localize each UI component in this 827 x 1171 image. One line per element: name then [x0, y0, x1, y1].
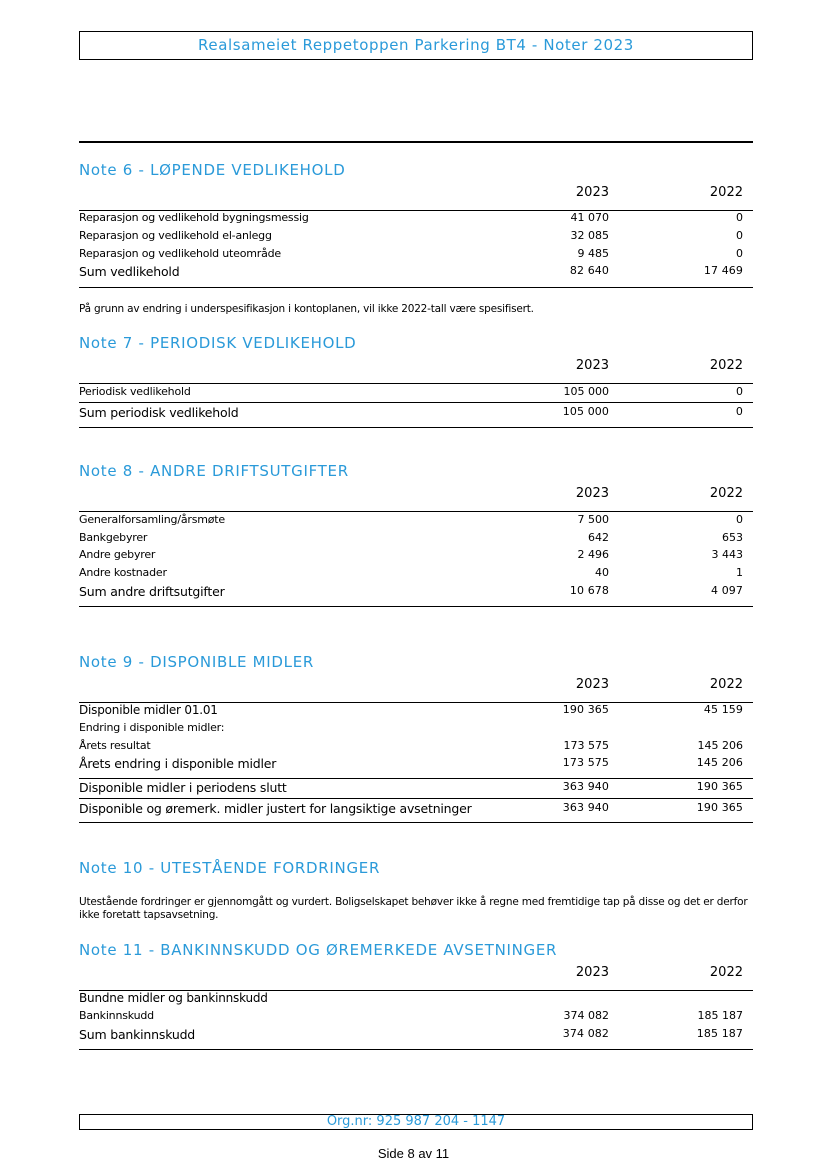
- table-row: [79, 211, 743, 227]
- note11-bottom-rule: [79, 1049, 753, 1050]
- value-2023: 374 082: [563, 1009, 609, 1022]
- sum-label: Sum bankinnskudd: [79, 1027, 196, 1042]
- note6-col-2023: 2023: [575, 185, 609, 200]
- row-label: Andre kostnader: [79, 566, 167, 579]
- note9-title: Note 9 - DISPONIBLE MIDLER: [79, 653, 315, 671]
- value-2022: 653: [722, 531, 743, 544]
- table-row: [79, 531, 743, 547]
- note10-text: Utestående fordringer er gjennomgått og vurdert. Boligselskapet behøver ikke å regne med fremtidige tap på disse og det er derfor ikke foretatt tapsavsetning.: [79, 896, 748, 921]
- table-row: [79, 548, 743, 564]
- note9-bottom-rule: [79, 822, 753, 823]
- note9-mid-rule: [79, 778, 753, 779]
- value-2022: 0: [736, 229, 743, 242]
- value-2023: 173 575: [562, 756, 609, 769]
- value-2022: 3 443: [711, 548, 743, 561]
- value-2023: 7 500: [577, 513, 609, 526]
- note7-col-2023: 2023: [575, 358, 609, 373]
- sum-row: [79, 1027, 743, 1043]
- group-label-row: [79, 991, 743, 1007]
- sum-row: [79, 756, 743, 772]
- note7-bottom-rule: [79, 427, 753, 428]
- org-number-footer: Org.nr: 925 987 204 - 1147: [79, 1114, 753, 1130]
- value-2022: 190 365: [696, 780, 743, 793]
- note7-header-rule: [79, 383, 753, 384]
- sum-row: [79, 584, 743, 600]
- note6-col-2022: 2022: [709, 185, 743, 200]
- page-number: Side 8 av 11: [377, 1146, 450, 1161]
- value-2022: 0: [735, 405, 743, 418]
- row-label: Bankinnskudd: [79, 1009, 154, 1022]
- sum-row: [79, 405, 743, 421]
- note6-remark: På grunn av endring i underspesifikasjon i kontoplanen, vil ikke 2022-tall være spesifisert.: [79, 303, 534, 315]
- note9-mid-rule-2: [79, 798, 753, 799]
- row-label: Reparasjon og vedlikehold uteområde: [79, 247, 281, 260]
- value-2023: 105 000: [562, 405, 609, 418]
- row-label: Endring i disponible midler:: [79, 721, 225, 734]
- value-2022: 0: [736, 247, 743, 260]
- note11-col-2023: 2023: [575, 965, 609, 980]
- sum-label: Årets endring i disponible midler: [79, 756, 277, 771]
- value-2022: 0: [736, 513, 743, 526]
- value-2022: 145 206: [697, 739, 743, 752]
- value-2023: 32 085: [570, 229, 609, 242]
- table-row: [79, 1009, 743, 1025]
- note7-col-2022: 2022: [709, 358, 743, 373]
- note11-title: Note 11 - BANKINNSKUDD OG ØREMERKEDE AVSETNINGER: [79, 941, 558, 959]
- value-2023: 82 640: [569, 264, 609, 277]
- note8-col-2023: 2023: [575, 486, 609, 501]
- sum-label: Sum vedlikehold: [79, 264, 180, 279]
- row-label: Disponible midler 01.01: [79, 703, 218, 717]
- value-2023: 41 070: [570, 211, 609, 224]
- sum-label: Disponible midler i periodens slutt: [79, 780, 287, 795]
- value-2023: 105 000: [563, 385, 609, 398]
- row-label: Reparasjon og vedlikehold bygningsmessig: [79, 211, 309, 224]
- value-2022: 0: [736, 211, 743, 224]
- value-2023: 2 496: [577, 548, 609, 561]
- value-2022: 4 097: [711, 584, 743, 597]
- note9-col-2023: 2023: [575, 677, 609, 692]
- row-label: Andre gebyrer: [79, 548, 156, 561]
- value-2023: 9 485: [577, 247, 609, 260]
- note8-header-rule: [79, 511, 753, 512]
- row-label: Periodisk vedlikehold: [79, 385, 191, 398]
- value-2023: 173 575: [563, 739, 609, 752]
- closing-row: [79, 780, 743, 796]
- note10-title: Note 10 - UTESTÅENDE FORDRINGER: [79, 859, 381, 877]
- value-2023: 190 365: [562, 703, 609, 716]
- note11-col-2022: 2022: [709, 965, 743, 980]
- sum-label: Sum andre driftsutgifter: [79, 584, 225, 599]
- value-2022: 1: [736, 566, 743, 579]
- group-label: Bundne midler og bankinnskudd: [79, 991, 268, 1005]
- value-2022: 190 365: [696, 801, 743, 814]
- value-2022: 185 187: [696, 1027, 743, 1040]
- header-divider: [79, 141, 753, 143]
- value-2023: 363 940: [562, 801, 609, 814]
- row-label: Reparasjon og vedlikehold el-anlegg: [79, 229, 272, 242]
- note8-col-2022: 2022: [709, 486, 743, 501]
- row-label: Generalforsamling/årsmøte: [79, 513, 225, 526]
- sum-label: Disponible og øremerk. midler justert for langsiktige avsetninger: [79, 801, 472, 816]
- value-2022: 0: [736, 385, 743, 398]
- document-header: Realsameiet Reppetoppen Parkering BT4 - Noter 2023: [79, 31, 753, 60]
- value-2023: 374 082: [562, 1027, 609, 1040]
- row-label: Årets resultat: [79, 739, 151, 752]
- value-2023: 10 678: [569, 584, 609, 597]
- adjusted-row: [79, 801, 743, 817]
- value-2023: 363 940: [562, 780, 609, 793]
- table-row: [79, 385, 743, 401]
- note9-col-2022: 2022: [709, 677, 743, 692]
- note7-mid-rule: [79, 402, 753, 403]
- note8-bottom-rule: [79, 606, 753, 607]
- value-2022: 17 469: [703, 264, 743, 277]
- table-row: [79, 739, 743, 755]
- opening-row: [79, 703, 743, 719]
- row-label: Bankgebyrer: [79, 531, 148, 544]
- table-row: [79, 229, 743, 245]
- table-row: [79, 566, 743, 582]
- note8-title: Note 8 - ANDRE DRIFTSUTGIFTER: [79, 462, 349, 480]
- value-2023: 642: [588, 531, 609, 544]
- note6-bottom-rule: [79, 287, 753, 288]
- value-2022: 145 206: [696, 756, 743, 769]
- change-heading-row: [79, 721, 743, 737]
- table-row: [79, 513, 743, 529]
- sum-row: [79, 264, 743, 280]
- sum-label: Sum periodisk vedlikehold: [79, 405, 239, 420]
- value-2022: 45 159: [703, 703, 743, 716]
- note7-title: Note 7 - PERIODISK VEDLIKEHOLD: [79, 334, 357, 352]
- value-2022: 185 187: [697, 1009, 743, 1022]
- note6-title: Note 6 - LØPENDE VEDLIKEHOLD: [79, 161, 346, 179]
- table-row: [79, 247, 743, 263]
- value-2023: 40: [595, 566, 609, 579]
